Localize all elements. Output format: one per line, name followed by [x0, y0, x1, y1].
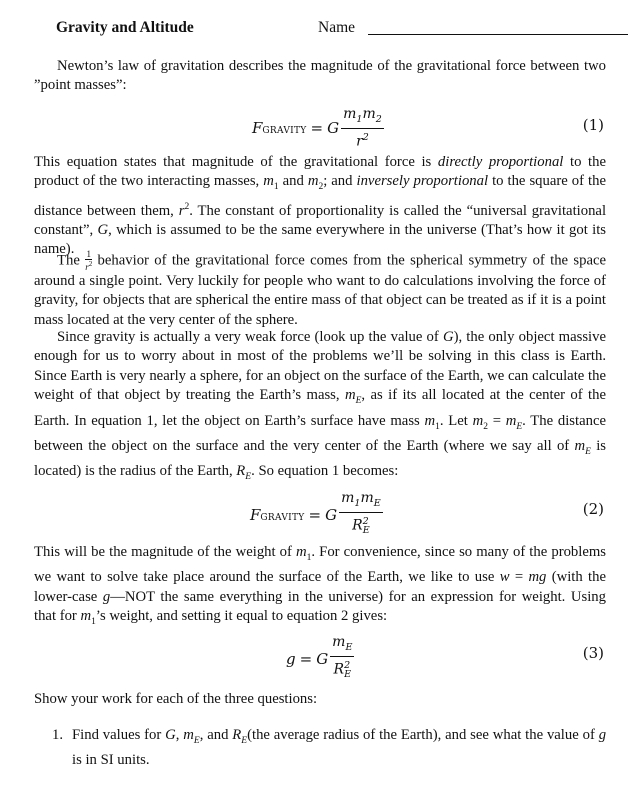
name-blank-line[interactable]	[368, 34, 628, 35]
paragraph-3: Since gravity is actually a very weak force (look up the value of G), the only object massive enough for us to worry about in most of the problems we’ll be solving in this class is Earth. Since Earth is very nearly a sphere, for an object on the surface of the Earth, we can calculate the weight of that object by treating the Earth’s mass, $m_E$, as if its all located at the center of the Earth. In equation 1, let the object on Earth’s surface have mass $m_1$. Let $m_2 = m_E$. The distance between the object on the surface and the very center of the Earth (where we say all of $m_E$ is located) is the radius of the Earth, $R_E$. So equation 1 becomes:	[34, 329, 607, 483]
intro-paragraph	[34, 57, 606, 96]
paragraph-4: This will be the magnitude of the weight of $m_1$. For convenience, since so many of the problems we want to solve take place around the surface of the Earth, we like to use w = mg (with the lower-case g—NOT the same everything in the universe) for an expression for weight. Using that for $m_1’s$ weight, and setting it equal to equation 2 gives:	[34, 544, 607, 628]
equation-2: F GRAVITY = G $\frac{m_1m_E}{R^2_E}$ (2)	[250, 490, 604, 537]
paragraph-1: This equation states that magnitude of the gravitational force is directly proportional to the product of the two interacting masses, $m_1$ and $m_2$; and inversely proportional to the square of the distance between them, $r^2$. The constant of proportionality is called the “universal gravitational constant”, G, which is assumed to be the same everywhere in the universe (That’s how it got its name).	[34, 154, 607, 258]
intro-text: Newton’s law of gravitation describes the magnitude of the gravitational force between two ”point masses”:	[34, 58, 606, 94]
question-1-number: 1.	[52, 727, 64, 743]
worksheet-title: Gravity and Altitude	[56, 19, 194, 36]
equation-1: F GRAVITY = G $\frac{m_1m_2}{r^2}$ (1)	[252, 106, 604, 150]
question-1: 1. Find values for G, $m_E$, and $R_E(the$ average radius of the Earth), and see what the value of g is in SI units.	[52, 727, 607, 769]
worksheet-header	[56, 18, 616, 40]
paragraph-2: The $\frac{1}{r^2}$ behavior of the gravitational force comes from the spherical symmetry of the space around a single point. Very luckily for people who want to do calculations involving the force of gravity, for objects that are spherical the entire mass of that object can be treated as if it is a point mass located at the very center of the sphere.	[34, 249, 607, 328]
equation-2-number: (2)	[582, 500, 604, 518]
equation-3: g = G $\frac{m_E}{R^2_E}$ (3)	[286, 634, 604, 681]
instructions-text: Show your work for each of the three questions:	[34, 691, 318, 707]
equation-3-number: (3)	[582, 644, 604, 662]
equation-1-number: (1)	[582, 116, 604, 134]
name-label: Name	[318, 19, 356, 36]
